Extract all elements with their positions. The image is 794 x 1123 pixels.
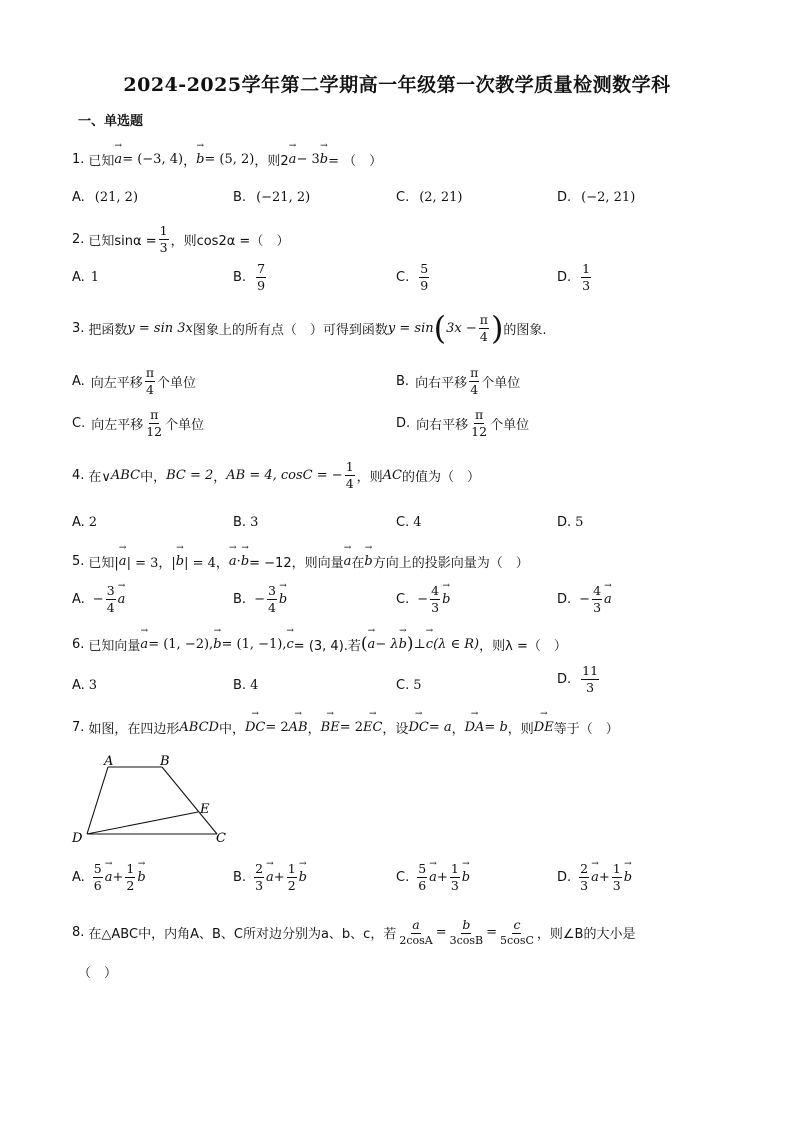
option-value: (−21, 2) [256,190,311,205]
denominator: 2 [287,877,296,893]
plus-sign: + [112,869,124,885]
option-suffix: 个单位 [481,375,521,391]
vector-a: → a [266,870,274,885]
numerator: 1 [582,261,591,276]
quadrilateral-figure [70,752,240,850]
numerator: 5 [420,261,429,276]
option-value: 2 [88,515,98,530]
option-label: D. [557,515,572,530]
denominator: 6 [418,877,427,893]
vector-symbol: → a [118,592,126,607]
fraction [449,918,485,947]
numerator: 3 [106,583,115,598]
q1-then: ，则2 [254,154,289,169]
numerator: 1 [126,861,135,876]
fraction [345,460,355,491]
option-sign: − [417,591,429,607]
q7-eq4: = b [484,720,508,735]
vector-b: → b [196,152,204,167]
q7-option-b[interactable] [233,862,307,893]
exam-title: 2024-2025学年第二学期高一年级第一次教学质量检测数学科 [123,74,671,96]
q4-ab: AB = 4, cosC = − [226,467,343,483]
denominator: 5cosC [500,933,534,947]
question-number: 6. [72,636,85,652]
q7-mid: 中， [218,722,245,737]
denominator: 12 [146,423,163,439]
denominator: 4 [106,599,115,615]
numerator: 1 [450,861,459,876]
option-label: C. [72,415,86,431]
q5-in: 在 [351,556,365,571]
fraction [106,584,116,615]
denominator: 4 [267,599,276,615]
q2-lead: 已知sinα = [88,233,157,249]
q3-option-a[interactable] [72,366,196,397]
fraction [145,408,163,439]
denominator: 4 [470,381,479,397]
q4-option-c[interactable] [396,515,422,530]
fraction [417,862,427,893]
option-value: 5 [413,678,422,693]
q6-option-a[interactable] [72,678,97,693]
option-label: B. [396,373,410,389]
q6-condition: (λ ∈ R) [433,636,480,652]
numerator: c [513,917,521,932]
option-label: B. [233,190,247,205]
question-number: 3. [72,320,85,336]
vector-b: → b [624,870,632,885]
question-number: 7. [72,720,85,735]
vector-dc: → DC [408,720,428,735]
denominator: 3 [431,599,440,615]
denominator: 2 [126,877,135,893]
q3-mid: 图象上的所有点（ ）可得到函数 [192,322,388,338]
q4-option-b[interactable] [233,515,258,530]
denominator: 12 [471,423,488,439]
denominator: 3 [593,599,602,615]
option-sign: − [254,591,265,607]
denominator: 3 [580,877,589,893]
question-2 [72,224,289,255]
option-label: A. [72,591,85,607]
q8-answer-blank: （ ） [78,966,118,981]
vector-da: → DA [465,720,485,735]
q4-option-a[interactable] [72,515,97,530]
q3-tail: 的图象. [503,322,547,338]
fraction [145,366,155,397]
q1-minus: − 3 [296,152,320,167]
q5-option-c[interactable] [396,584,450,615]
fraction [470,408,488,439]
vector-be: → BE [321,720,340,735]
q5-eq1: | = 3，| [126,556,176,571]
q6-perp: ⊥ [413,636,426,652]
numerator: 2 [580,861,589,876]
q6-option-c[interactable] [396,678,422,693]
vector-b: → b [137,870,145,885]
q6-minus: − λ [375,636,399,652]
q1-sep: ， [183,154,197,169]
option-label: D. [557,591,572,607]
question-6 [72,634,567,654]
fraction [125,862,135,893]
denominator: 9 [420,277,429,293]
denominator: 3 [612,877,621,893]
denominator: 9 [257,277,266,293]
fraction [254,862,264,893]
q8-tail: ，则∠B的大小是 [536,926,636,942]
fraction [398,918,433,947]
vector-dc: → DC [245,720,265,735]
option-label: C. [396,269,410,285]
vector-c: → c [287,637,294,652]
option-suffix: 个单位 [490,417,530,433]
vector-symbol: → a [604,592,612,607]
fraction [469,366,479,397]
plus-sign: + [273,869,285,885]
vector-a: → a [114,152,122,167]
denominator: 3 [450,877,459,893]
numerator: 1 [345,459,354,474]
q4-bc: BC = 2 [166,467,214,483]
fraction [479,313,489,344]
option-label: C. [396,678,410,693]
q7-option-a[interactable] [72,862,146,893]
question-5 [72,552,529,571]
fraction [430,584,440,615]
fraction [612,862,622,893]
q3-func2: y = sin [387,320,434,336]
q7-sep: ， [307,722,321,737]
q2-tail: ，则cos2α =（ ） [170,233,290,249]
q4-ac: AC [382,467,402,483]
option-label: D. [557,269,572,285]
fraction [581,262,591,293]
question-number: 4. [72,467,85,483]
fraction [159,224,169,255]
question-number: 8. [72,924,85,940]
right-paren: ) [490,309,504,347]
q4-triangle: ABC [110,467,141,483]
q7-set: ，设 [382,722,409,737]
option-value: (21, 2) [94,190,139,205]
numerator: 7 [257,261,266,276]
numerator: 2 [255,861,264,876]
numerator: 4 [431,583,440,598]
q1-option-b[interactable] [233,190,310,205]
q6-paren-open: ( [360,634,368,654]
numerator: a [412,917,420,932]
vector-a: → a [119,554,127,569]
vector-ab: → AB [289,720,308,735]
vector-b: → b [213,637,221,652]
numerator: π [475,407,484,422]
denominator: 4 [145,381,154,397]
numerator: π [145,365,155,380]
q4-option-d[interactable] [557,515,583,530]
q4-lead: 在∨ [88,469,111,485]
q6-a-value: = (1, −2), [148,636,214,652]
q5-eq3: = −12，则向量 [249,556,344,571]
q7-sep: ， [451,722,465,737]
left-paren: ( [433,309,447,347]
vector-b: → b [364,554,372,569]
figure-label-d: D [72,831,83,846]
option-value: (2, 21) [419,190,463,205]
figure-label-c: C [216,831,226,846]
q6-tail: ，则λ =（ ） [479,638,567,654]
fraction [450,862,460,893]
q5-eq2: | = 4， [184,556,229,571]
question-number: 1. [72,152,85,167]
q7-quadrilateral: ABCD [179,720,219,735]
section-heading: 一、单选题 [78,114,144,129]
option-label: A. [72,270,85,285]
q2-option-c[interactable] [396,262,431,293]
option-value: 4 [413,515,422,530]
plus-sign: + [436,869,448,885]
vector-a: → a [344,554,352,569]
q3-option-c[interactable] [72,408,204,439]
option-label: D. [557,190,572,205]
option-label: C. [396,190,410,205]
fraction [93,862,103,893]
fraction [592,584,602,615]
question-number: 2. [72,231,85,247]
option-value: 1 [90,270,100,285]
q6-lead: 已知向量 [88,638,141,654]
q4-sep: ， [213,469,227,485]
q2-option-a[interactable] [72,270,99,285]
option-label: D. [396,415,411,431]
vector-b: → b [241,554,249,569]
denominator: 3 [159,239,168,255]
q3-option-d[interactable] [396,408,529,439]
option-value: 5 [575,515,584,530]
option-label: B. [233,678,247,693]
option-label: D. [557,869,572,885]
option-label: A. [72,515,85,530]
question-number: 5. [72,554,85,569]
q1-lead: 已知 [88,154,115,169]
fraction [499,918,535,947]
plus-sign: + [598,869,610,885]
numerator: π [479,311,488,327]
q5-tail: 方向上的投影向量为（ ） [372,556,529,571]
q7-eq3: = a [428,720,452,735]
q5-option-d[interactable] [557,584,612,615]
vector-b: → b [462,870,470,885]
q1-tail: = （ ） [328,154,383,169]
vector-b: → b [320,152,328,167]
q3-lead: 把函数 [88,322,128,338]
q7-option-d[interactable] [557,862,632,893]
numerator: 5 [418,861,427,876]
q1-b-value: = (5, 2) [204,152,255,167]
option-sign: − [579,591,591,607]
denominator: 3 [255,877,264,893]
q7-eq2: = 2 [339,720,363,735]
vector-a: → a [229,554,237,569]
option-text: 向左平移 [90,375,143,391]
vector-a: → a [105,870,113,885]
q7-tail: 等于（ ） [553,722,619,737]
vector-a: → a [289,152,297,167]
q4-mid: 中， [140,469,167,485]
q4-tail2: 的值为（ ） [402,469,481,485]
q6-c-value: = (3, 4).若 [293,638,361,654]
vector-c: → c [426,637,433,652]
option-label: D. [557,671,572,687]
option-label: B. [233,515,247,530]
q2-option-d[interactable] [557,262,593,293]
question-1 [72,150,382,169]
fraction [581,664,599,695]
q1-option-d[interactable] [557,190,635,205]
q1-option-a[interactable] [72,190,138,205]
option-label: A. [72,190,85,205]
fraction [256,262,266,293]
denominator: 4 [345,475,354,491]
q3-func1: y = sin 3x [127,320,193,336]
option-label: C. [396,591,410,607]
q3-inner: 3x − [446,320,477,336]
q5-option-b[interactable] [233,584,287,615]
option-value: 3 [250,515,259,530]
numerator: 11 [582,663,599,678]
option-label: B. [233,869,247,885]
denominator: 2cosA [399,933,433,947]
numerator: 4 [593,583,602,598]
vector-de: → DE [534,720,554,735]
option-label: A. [72,869,85,885]
q1-a-value: = (−3, 4) [122,152,184,167]
option-text: 向左平移 [91,417,144,433]
q1-option-c[interactable] [396,190,462,205]
vector-a: → a [140,637,148,652]
denominator: 3cosB [449,933,484,947]
numerator: 3 [267,583,276,598]
q5-lead: 已知| [88,556,119,571]
vector-b: → b [176,554,184,569]
q5-option-a[interactable] [72,584,125,615]
denominator: 3 [586,679,595,695]
q6-option-d[interactable] [557,664,601,695]
denominator: 6 [93,877,102,893]
numerator: b [462,917,471,932]
denominator: 3 [582,277,591,293]
option-text: 向右平移 [415,375,468,391]
option-value: 4 [250,678,259,693]
vector-a: → a [429,870,437,885]
question-3 [72,309,547,347]
numerator: 1 [159,223,168,238]
q3-option-b[interactable] [396,366,520,397]
vector-b: → b [399,637,407,652]
option-label: C. [396,515,410,530]
numerator: π [470,365,479,380]
option-suffix: 个单位 [157,375,197,391]
option-label: A. [72,678,85,693]
q6-option-b[interactable] [233,678,258,693]
figure-label-b: B [160,754,170,769]
numerator: π [150,407,159,422]
fraction [419,262,429,293]
question-8 [72,918,635,947]
q8-lead: 在△ABC中，内角A、B、C所对边分别为a、b、c，若 [88,926,397,942]
q7-eq1: = 2 [265,720,289,735]
fraction [287,862,297,893]
option-text: 向右平移 [416,417,469,433]
denominator: 4 [479,328,488,344]
q4-tail1: ，则 [356,469,383,485]
equals-sign: = [435,924,447,940]
option-suffix: 个单位 [165,417,205,433]
vector-b: → b [299,870,307,885]
figure-label-a: A [104,754,114,769]
numerator: 1 [612,861,621,876]
option-label: B. [233,269,247,285]
q6-b-value: = (1, −1), [221,636,287,652]
fraction [579,862,589,893]
question-4 [72,460,480,491]
numerator: 1 [287,861,296,876]
equals-sign: = [486,924,498,940]
option-value: 3 [88,678,98,693]
vector-a: → a [368,637,376,652]
option-label: B. [233,591,247,607]
vector-a: → a [591,870,599,885]
q5-dot: · [236,554,241,569]
vector-symbol: → b [442,592,450,607]
option-label: C. [396,869,410,885]
option-value: (−2, 21) [581,190,636,205]
fraction [267,584,277,615]
question-7 [72,718,619,737]
q6-paren-close: ) [406,634,414,654]
vector-symbol: → b [279,592,287,607]
q7-lead: 如图，在四边形 [88,722,180,737]
q2-option-b[interactable] [233,262,268,293]
vector-ec: → EC [363,720,382,735]
q7-then: ，则 [507,722,534,737]
numerator: 5 [93,861,102,876]
option-label: A. [72,373,85,389]
q7-option-c[interactable] [396,862,470,893]
figure-label-e: E [200,802,210,817]
option-sign: − [92,591,104,607]
